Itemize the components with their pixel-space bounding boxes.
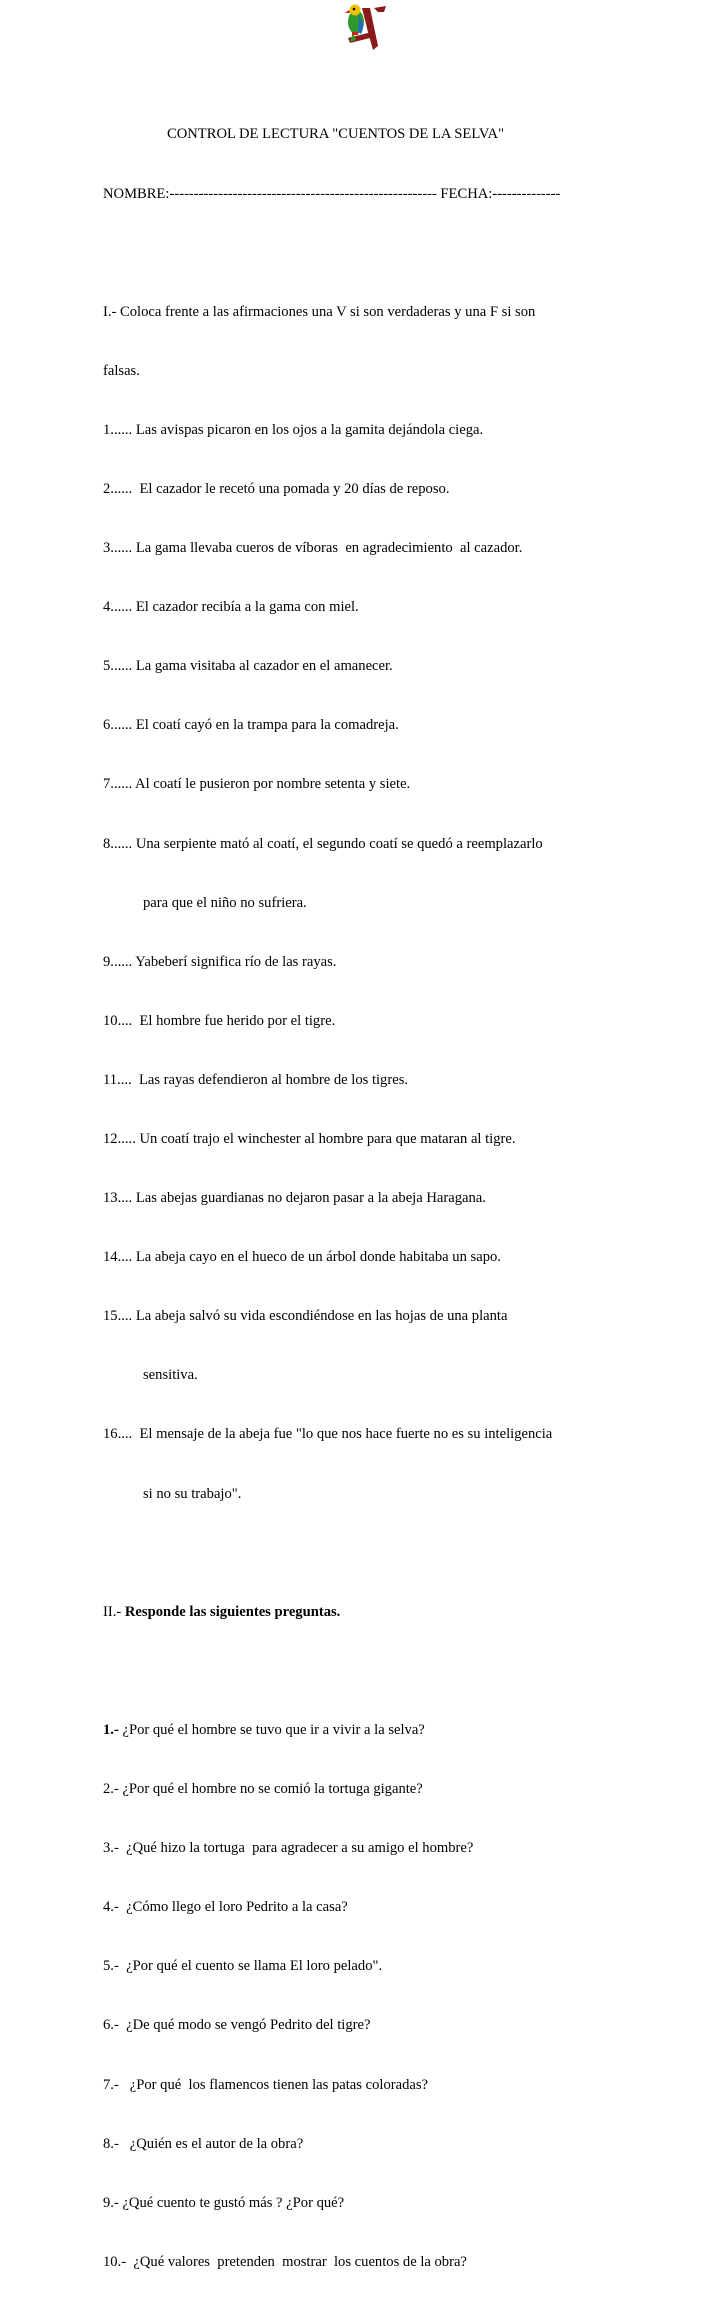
statement-item: 12..... Un coatí trajo el winchester al hombre para que mataran al tigre. bbox=[103, 1131, 516, 1147]
statement-item: 4...... El cazador recibía a la gama con miel. bbox=[103, 599, 359, 616]
question-item: 5.- ¿Por qué el cuento se llama El loro pelado". bbox=[103, 1958, 383, 1975]
question-item: 2.- ¿Por qué el hombre no se comió la tortuga gigante? bbox=[103, 1781, 423, 1798]
question-text: ¿Por qué el hombre se tuvo que ir a vivir a la selva? bbox=[122, 1721, 425, 1738]
statement-item: 11.... Las rayas defendieron al hombre de los tigres. bbox=[103, 1071, 409, 1088]
statement-item-cont: si no su trabajo". bbox=[143, 1485, 242, 1502]
question-item: 3.- ¿Qué hizo la tortuga para agradecer a su amigo el hombre? bbox=[103, 1840, 474, 1857]
statement-item: 10.... El hombre fue herido por el tigre. bbox=[103, 1012, 336, 1029]
section1-instruction: I.- Coloca frente a las afirmaciones una V si son verdaderas y una F si son bbox=[103, 303, 536, 320]
statement-item: 14.... La abeja cayo en el hueco de un árbol donde habitaba un sapo. bbox=[103, 1249, 501, 1266]
statement-item: 6...... El coatí cayó en la trampa para la comadreja. bbox=[103, 717, 399, 734]
question-item: 10.- ¿Qué valores pretenden mostrar los cuentos de la obra? bbox=[103, 2253, 467, 2270]
name-date-line: NOMBRE:------------------------------------------------------- FECHA:-------------- bbox=[103, 185, 561, 202]
section2-heading bbox=[103, 1603, 723, 1623]
question-item: 8.- ¿Quién es el autor de la obra? bbox=[103, 2135, 304, 2152]
statement-item-cont: para que el niño no sufriera. bbox=[143, 894, 307, 911]
parrot-icon bbox=[328, 2, 390, 54]
section2-prefix: II.- bbox=[103, 1603, 125, 1620]
question-item: 6.- ¿De qué modo se vengó Pedrito del tigre? bbox=[103, 2017, 371, 2034]
document-body bbox=[103, 86, 723, 2312]
statement-item: 13.... Las abejas guardianas no dejaron pasar a la abeja Haragana. bbox=[103, 1190, 486, 1207]
statement-item: 16.... El mensaje de la abeja fue "lo que nos hace fuerte no es su inteligencia bbox=[103, 1426, 553, 1443]
question-number: 1.- bbox=[103, 1721, 123, 1738]
statement-item: 9...... Yabeberí significa río de las rayas. bbox=[103, 953, 337, 970]
statement-item: 7...... Al coatí le pusieron por nombre setenta y siete. bbox=[103, 776, 411, 793]
question-item bbox=[103, 1721, 723, 1741]
question-item: 9.- ¿Qué cuento te gustó más ? ¿Por qué? bbox=[103, 2194, 345, 2211]
statement-item: 5...... La gama visitaba al cazador en el amanecer. bbox=[103, 658, 393, 675]
section1-instruction-cont: falsas. bbox=[103, 362, 140, 379]
question-item: 7.- ¿Por qué los flamencos tienen las patas coloradas? bbox=[103, 2076, 429, 2093]
statement-item: 15.... La abeja salvó su vida escondiéndose en las hojas de una planta bbox=[103, 1308, 508, 1325]
question-item: 4.- ¿Cómo llego el loro Pedrito a la casa? bbox=[103, 1899, 348, 1916]
statement-item: 3...... La gama llevaba cueros de víboras en agradecimiento al cazador. bbox=[103, 540, 523, 557]
statement-item: 1...... Las avispas picaron en los ojos a la gamita dejándola ciega. bbox=[103, 421, 484, 438]
statement-item: 2...... El cazador le recetó una pomada y 20 días de reposo. bbox=[103, 480, 450, 497]
document-title: CONTROL DE LECTURA "CUENTOS DE LA SELVA" bbox=[167, 126, 505, 143]
statement-item: 8...... Una serpiente mató al coatí, el segundo coatí se quedó a reemplazarlo bbox=[103, 835, 543, 852]
section2-title: Responde las siguientes preguntas. bbox=[124, 1603, 341, 1620]
statement-item-cont: sensitiva. bbox=[143, 1367, 198, 1384]
